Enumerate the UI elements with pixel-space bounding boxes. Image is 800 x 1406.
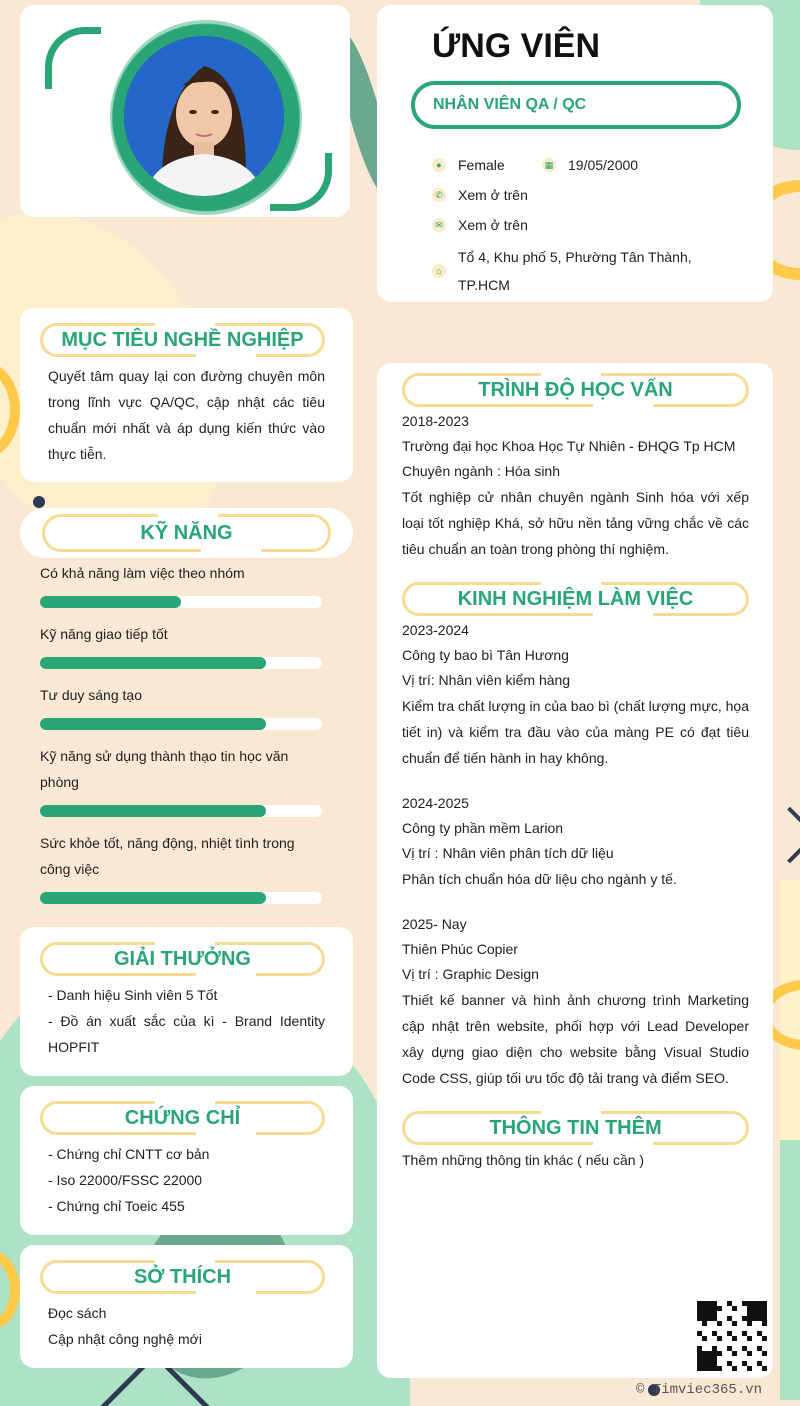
skill-bar-fill xyxy=(40,892,266,904)
hobbies-title: SỞ THÍCH xyxy=(40,1260,325,1294)
experience-title: KINH NGHIỆM LÀM VIỆC xyxy=(402,582,749,616)
skill-label: Kỹ năng giao tiếp tốt xyxy=(40,626,168,642)
education-section xyxy=(402,373,749,562)
address-line1: Tổ 4, Khu phố 5, Phường Tân Thành, xyxy=(458,249,692,265)
position-title: NHÂN VIÊN QA / QC xyxy=(433,96,587,113)
award-item: - Đồ án xuất sắc của kì - Brand Identity HOPFIT xyxy=(48,1013,325,1055)
skill-label: Kỹ năng sử dụng thành thạo tin học văn phòng xyxy=(40,748,289,790)
skill-bar xyxy=(40,718,322,730)
experience-item xyxy=(402,791,749,892)
awards-card xyxy=(20,927,353,1076)
header-card xyxy=(377,5,773,302)
avatar-photo xyxy=(124,36,284,196)
experience-role: Vị trí : Graphic Design xyxy=(402,966,539,982)
experience-company: Thiên Phúc Copier xyxy=(402,941,518,957)
contact-birthday xyxy=(542,157,638,173)
experience-role: Vị trí : Nhân viên phân tích dữ liệu xyxy=(402,845,614,861)
skills-title: KỸ NĂNG xyxy=(42,514,331,552)
education-school: Trường đại học Khoa Học Tự Nhiên - ĐHQG Tp HCM xyxy=(402,438,736,454)
additional-text: Thêm những thông tin khác ( nếu cần ) xyxy=(402,1152,645,1168)
skill-bar xyxy=(40,805,322,817)
skills-title-card xyxy=(20,508,353,558)
additional-title: THÔNG TIN THÊM xyxy=(402,1111,749,1145)
experience-period: 2023-2024 xyxy=(402,622,469,638)
skill-bar xyxy=(40,892,322,904)
experience-item xyxy=(402,912,749,1091)
person-icon: ● xyxy=(432,158,446,172)
certificates-card xyxy=(20,1086,353,1235)
experience-description: Kiểm tra chất lượng in của bao bì (chất lượng mực, họa tiết in) và kiểm tra đầu vào của màng PE có đạt tiêu chuẩn để tiến hành in hay không. xyxy=(402,698,749,766)
experience-role: Vị trí: Nhân viên kiểm hàng xyxy=(402,672,571,688)
contact-email xyxy=(432,217,528,233)
skill-bar xyxy=(40,657,322,669)
skill-label: Tư duy sáng tạo xyxy=(40,687,142,703)
experience-item xyxy=(402,618,749,771)
education-period: 2018-2023 xyxy=(402,413,469,429)
experience-period: 2024-2025 xyxy=(402,795,469,811)
education-description: Tốt nghiệp cử nhân chuyên ngành Sinh hóa với xếp loại tốt nghiệp Khá, sở hữu nền tảng vững chắc về các tiêu chuẩn an toàn trong phòng thí nghiệm. xyxy=(402,489,749,557)
contact-phone xyxy=(432,187,528,203)
main-content-card xyxy=(377,363,773,1378)
qr-code xyxy=(697,1301,767,1371)
hobbies-card xyxy=(20,1245,353,1368)
contact-address xyxy=(432,243,692,299)
contact-gender xyxy=(432,157,505,173)
skill-label: Sức khỏe tốt, năng động, nhiệt tình trong công việc xyxy=(40,835,295,877)
watermark: © Timviec365.vn xyxy=(636,1382,763,1398)
experience-section xyxy=(402,582,749,1091)
objective-text: Quyết tâm quay lại con đường chuyên môn trong lĩnh vực QA/QC, cập nhật các tiêu chuẩn mới nhất và áp dụng kiến thức vào thực tiễn. xyxy=(48,368,325,462)
skill-bar-fill xyxy=(40,805,266,817)
phone-value: Xem ở trên xyxy=(458,187,528,203)
hobby-item: Đọc sách xyxy=(48,1305,107,1321)
additional-section xyxy=(402,1111,749,1173)
hobby-item: Cập nhật công nghệ mới xyxy=(48,1331,202,1347)
skill-bar-fill xyxy=(40,596,181,608)
address-line2: TP.HCM xyxy=(458,277,510,293)
certificate-item: - Iso 22000/FSSC 22000 xyxy=(48,1172,203,1188)
phone-icon: ✆ xyxy=(432,188,446,202)
skill-bar-fill xyxy=(40,718,266,730)
mail-icon: ✉ xyxy=(432,218,446,232)
avatar-card xyxy=(20,5,350,217)
experience-description: Phân tích chuẩn hóa dữ liệu cho ngành y tế. xyxy=(402,871,677,887)
skill-bar-fill xyxy=(40,657,266,669)
email-value: Xem ở trên xyxy=(458,217,528,233)
bg-mint-panel-right xyxy=(780,1140,800,1400)
certificate-item: - Chứng chỉ Toeic 455 xyxy=(48,1198,185,1214)
objective-title: MỤC TIÊU NGHỀ NGHIỆP xyxy=(40,323,325,357)
birthday-value: 19/05/2000 xyxy=(568,157,639,173)
avatar xyxy=(110,20,302,215)
experience-company: Công ty phần mềm Larion xyxy=(402,820,564,836)
experience-description: Thiết kế banner và hình ảnh chương trình Marketing cập nhật trên website, phối hợp với Lead Developer xây dựng giao diện cho website bằng Visual Studio Code CSS, giúp tối ưu tốc độ tải trang và điểm SEO. xyxy=(402,992,749,1086)
education-major: Chuyên ngành : Hóa sinh xyxy=(402,463,560,479)
awards-title: GIẢI THƯỞNG xyxy=(40,942,325,976)
education-title: TRÌNH ĐỘ HỌC VẤN xyxy=(402,373,749,407)
gender-value: Female xyxy=(458,157,505,173)
skill-label: Có khả năng làm việc theo nhóm xyxy=(40,565,245,581)
certificate-item: - Chứng chỉ CNTT cơ bản xyxy=(48,1146,210,1162)
certificates-title: CHỨNG CHỈ xyxy=(40,1101,325,1135)
bg-navy-dot xyxy=(33,496,45,508)
experience-company: Công ty bao bì Tân Hương xyxy=(402,647,569,663)
home-icon: ⌂ xyxy=(432,264,446,278)
bracket-top-left xyxy=(45,27,101,89)
award-item: - Danh hiệu Sinh viên 5 Tốt xyxy=(48,987,218,1003)
position-pill xyxy=(411,81,741,129)
candidate-name: ỨNG VIÊN xyxy=(432,27,601,65)
skill-bar xyxy=(40,596,322,608)
objective-card xyxy=(20,308,353,482)
calendar-icon: ▦ xyxy=(542,158,556,172)
experience-period: 2025- Nay xyxy=(402,916,467,932)
person-portrait-icon xyxy=(124,36,284,196)
